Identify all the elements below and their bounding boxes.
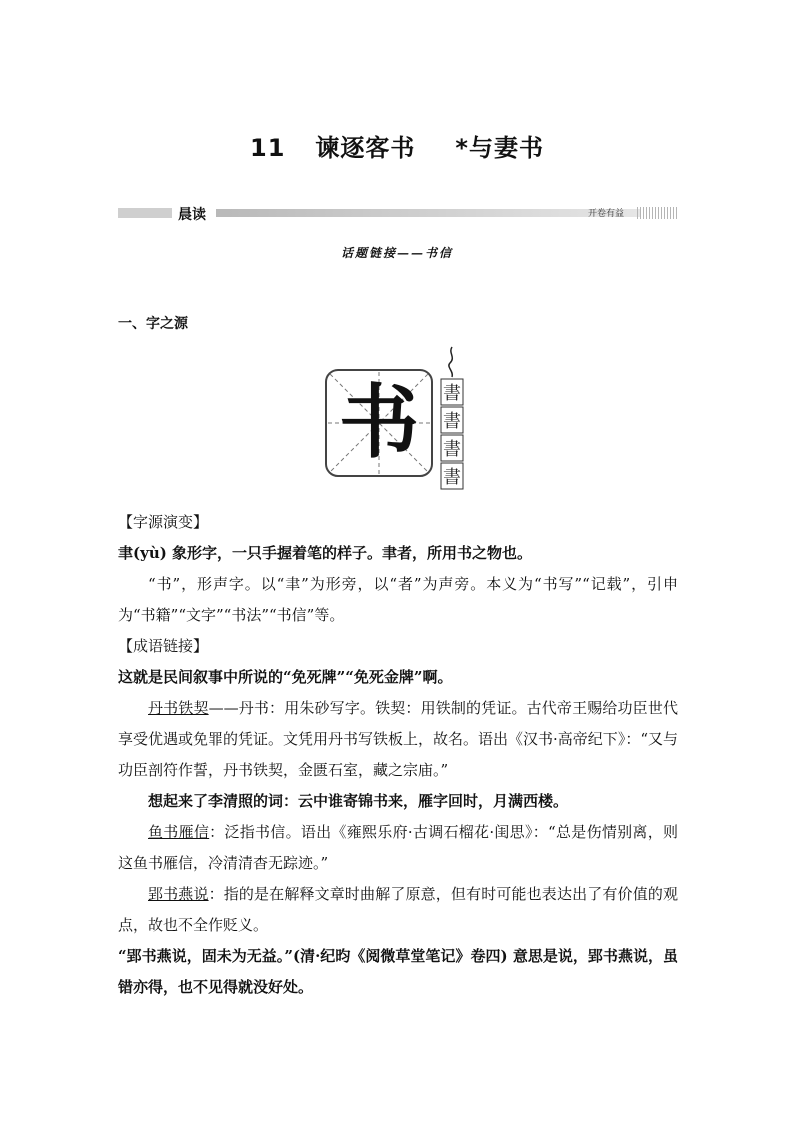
lesson-title-main: 谏逐客书 — [315, 134, 416, 162]
paragraph: 想起来了李清照的词：云中谁寄锦书来，雁字回时，月满西楼。 — [148, 792, 569, 810]
article-body — [118, 507, 678, 1003]
idiom-term: 丹书铁契 — [148, 699, 209, 717]
evolution-glyph-4: 書 — [443, 467, 461, 488]
paragraph: “书”，形声字。以“聿”为形旁，以“者”为声旁。本义为“书写”“记载”，引申为“书籍”“文字”“书法”“书信”等。 — [118, 575, 678, 624]
idiom-definition: ：指的是在解释文章时曲解了原意，但有时可能也表达出了有价值的观点，故也不全作贬义。 — [118, 885, 678, 934]
section-heading: 一、字之源 — [118, 316, 188, 332]
main-glyph: 书 — [339, 375, 419, 469]
banner-label: 晨读 — [178, 207, 206, 223]
idiom-definition: ——丹书：用朱砂写字。铁契：用铁制的凭证。古代帝王赐给功臣世代享受优遇或免罪的凭证。文凭用丹书写铁板上，故名。语出《汉书·高帝纪下》：“又与功臣剖符作誓，丹书铁契，金匮石室，藏之宗庙。” — [118, 699, 678, 779]
banner-right-bar — [216, 209, 640, 217]
hand-brush-icon — [449, 347, 452, 377]
paragraph: 聿(yù) 象形字，一只手握着笔的样子。聿者，所用书之物也。 — [118, 544, 533, 562]
banner-ticks — [637, 207, 678, 219]
heading-zi-yuan: 【字源演变】 — [118, 513, 209, 531]
lesson-number: 11 — [250, 134, 286, 162]
topic-subtitle: 话题链接——书信 — [340, 246, 453, 260]
page-title — [0, 128, 794, 163]
evolution-glyph-3: 書 — [443, 439, 461, 460]
idiom-paragraph — [118, 817, 678, 879]
idiom-paragraph — [118, 879, 678, 941]
idiom-definition: ：泛指书信。语出《雍熙乐府·古调石榴花·闺思》：“总是伤情别离，则这鱼书雁信，冷清清杳无踪迹。” — [118, 823, 678, 872]
paragraph: 这就是民间叙事中所说的“免死牌”“免死金牌”啊。 — [118, 668, 453, 686]
evolution-glyph-1: 書 — [443, 383, 461, 404]
idiom-term: 郢书燕说 — [148, 885, 209, 903]
idiom-term: 鱼书雁信 — [148, 823, 210, 841]
section-banner — [118, 204, 678, 222]
evolution-glyph-2: 書 — [443, 411, 461, 432]
idiom-paragraph — [118, 693, 678, 786]
calligraphy-grid-illustration — [324, 368, 434, 478]
paragraph: “郢书燕说，固未为无益。”(清·纪昀《阅微草堂笔记》卷四) 意思是说，郢书燕说，虽错亦得，也不见得就没好处。 — [118, 947, 678, 996]
heading-cheng-yu: 【成语链接】 — [118, 637, 209, 655]
glyph-evolution-column — [440, 345, 464, 495]
lesson-title-secondary: *与妻书 — [455, 134, 544, 162]
banner-right-text: 开卷有益 — [588, 209, 625, 219]
banner-left-bar — [118, 208, 172, 218]
